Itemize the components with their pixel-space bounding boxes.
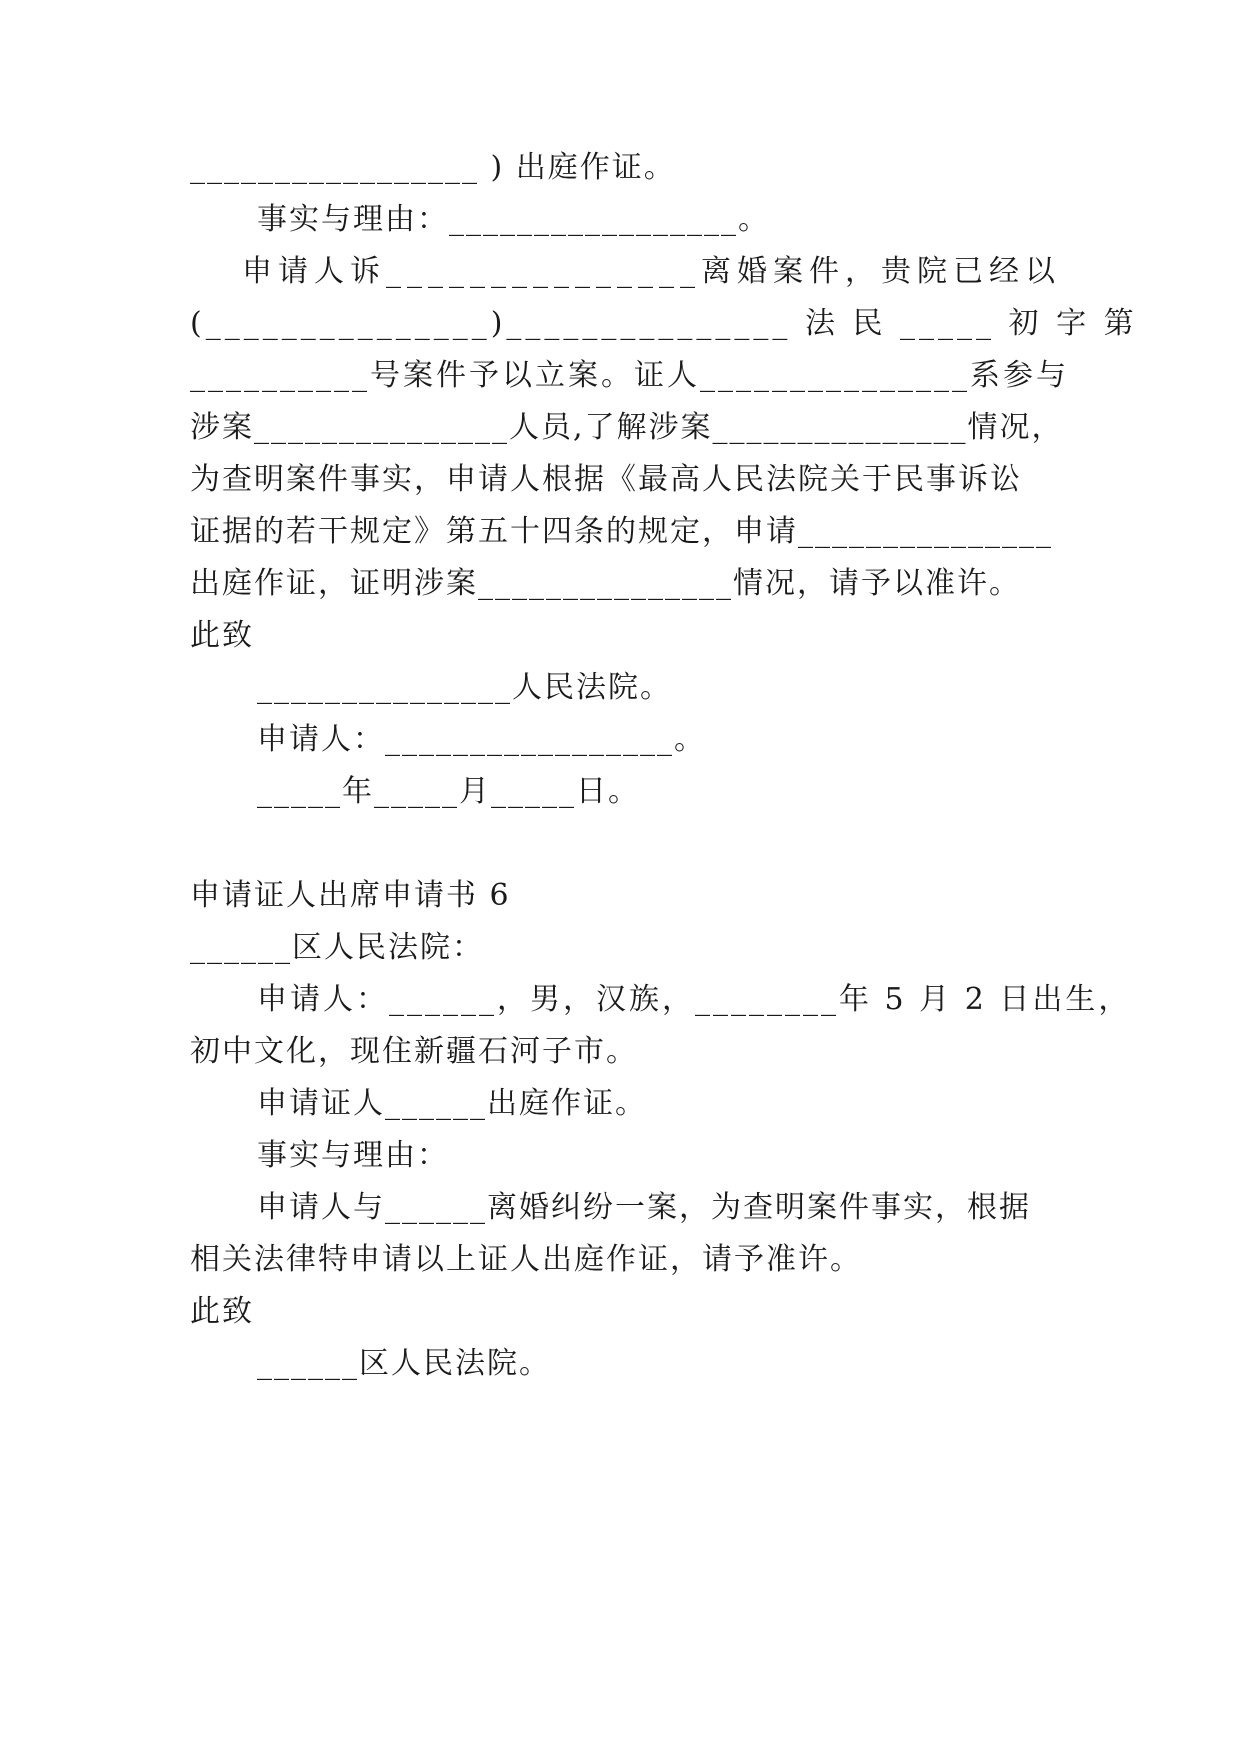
- text-line: __________号案件予以立案。证人_______________系参与: [190, 358, 1069, 393]
- text-line: 为查明案件事实，申请人根据《最高人民法院关于民事诉讼: [190, 462, 1022, 497]
- text-line: 出庭作证，证明涉案_______________情况，请予以准许。: [190, 566, 1021, 601]
- date-line: _____年_____月_____日。: [257, 774, 640, 809]
- applicant-info-line: 申请人：______，男，汉族，________年 5 月 2 日出生，: [257, 982, 1132, 1017]
- addressee-line: ______区人民法院：: [190, 930, 484, 965]
- text-line: 相关法律特申请以上证人出庭作证，请予准许。: [190, 1242, 862, 1277]
- facts-reasons-heading: 事实与理由：: [257, 1138, 449, 1173]
- salutation: 此致: [190, 1294, 254, 1329]
- applicant-sign-line: 申请人：_________________。: [257, 722, 706, 757]
- text-line: (_______________)_______________ 法 民 _____ 初 字 第: [190, 306, 1138, 341]
- text-line: 涉案_______________人员,了解涉案_______________情况，: [190, 410, 1064, 445]
- court-line: _______________人民法院。: [257, 670, 672, 705]
- witness-request-line: 申请证人______出庭作证。: [257, 1086, 647, 1121]
- text-line: _________________ ) 出庭作证。: [190, 150, 676, 185]
- facts-reasons-line: 事实与理由：_________________。: [257, 202, 770, 237]
- text-line: 初中文化，现住新疆石河子市。: [190, 1034, 638, 1069]
- text-line: 申请人诉_______________离婚案件，贵院已经以: [242, 254, 1061, 289]
- text-line: 申请人与______离婚纠纷一案，为查明案件事实，根据: [257, 1190, 1031, 1225]
- text-line: 证据的若干规定》第五十四条的规定，申请_______________: [190, 514, 1053, 549]
- court-line: ______区人民法院。: [257, 1346, 551, 1381]
- salutation: 此致: [190, 618, 254, 653]
- section-title: 申请证人出席申请书 6: [190, 878, 511, 913]
